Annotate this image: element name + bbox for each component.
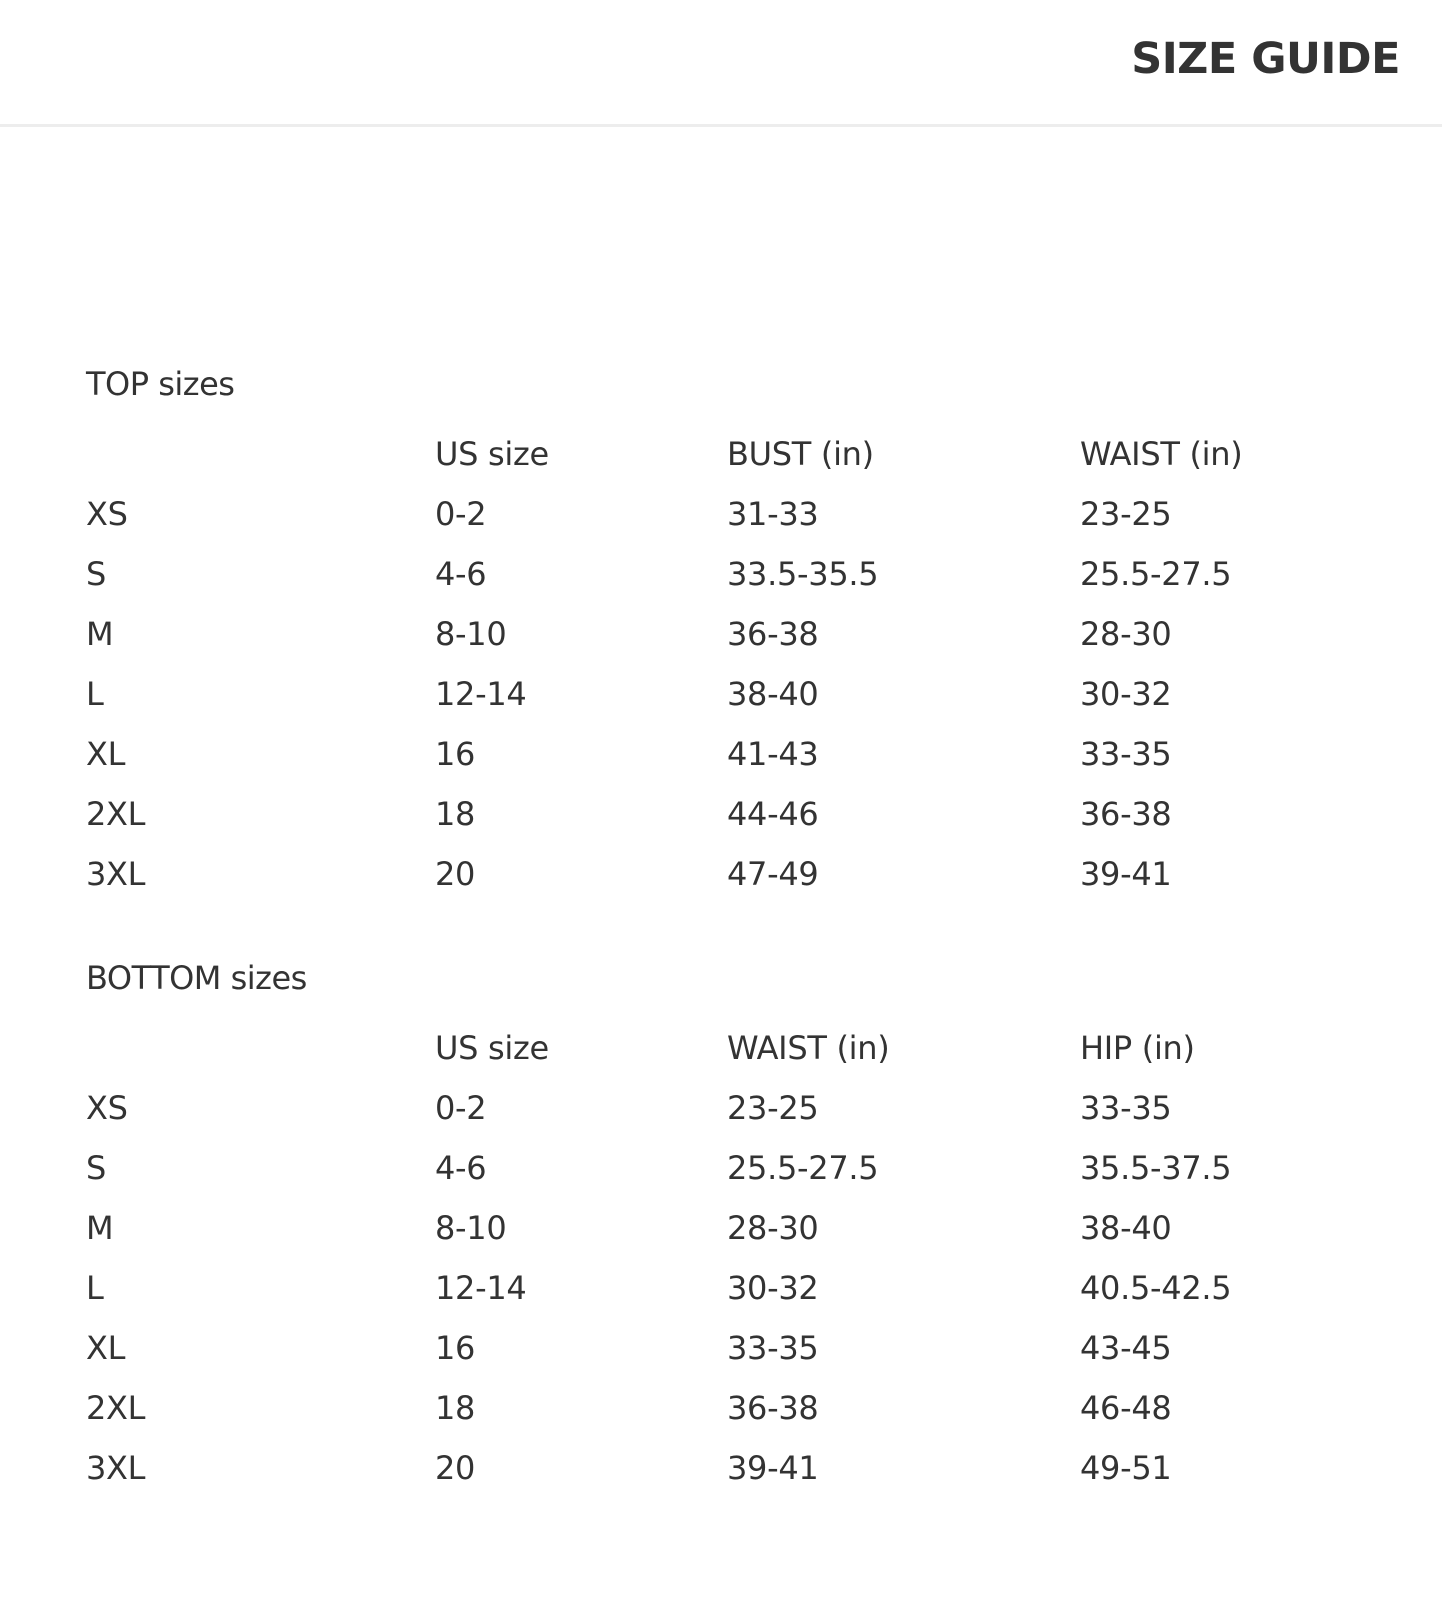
size-value-cell: 12-14 [435,1269,527,1307]
table-body [86,495,1380,915]
column-header: BUST (in) [727,435,874,473]
size-value-cell: 28-30 [727,1209,819,1247]
size-value-cell: 12-14 [435,675,527,713]
table-row [86,1389,1380,1449]
top-sizes-title: TOP sizes [86,365,235,403]
size-value-cell: 38-40 [727,675,819,713]
modal-header [0,0,1442,127]
size-label-cell: 3XL [86,1449,146,1487]
size-value-cell: 33.5-35.5 [727,555,879,593]
size-value-cell: 41-43 [727,735,819,773]
size-value-cell: 18 [435,795,476,833]
size-value-cell: 40.5-42.5 [1080,1269,1232,1307]
size-value-cell: 39-41 [1080,855,1172,893]
size-label-cell: XL [86,735,126,773]
size-value-cell: 33-35 [727,1329,819,1367]
size-value-cell: 33-35 [1080,1089,1172,1127]
size-value-cell: 20 [435,1449,476,1487]
size-value-cell: 36-38 [727,615,819,653]
size-value-cell: 36-38 [1080,795,1172,833]
bottom-sizes-table [86,1029,1380,1509]
table-row [86,1089,1380,1149]
table-row [86,1209,1380,1269]
size-value-cell: 25.5-27.5 [1080,555,1232,593]
table-body [86,1089,1380,1509]
size-value-cell: 16 [435,1329,476,1367]
size-value-cell: 8-10 [435,1209,507,1247]
table-header-row [86,435,1380,495]
table-row [86,735,1380,795]
column-header [86,1029,435,1089]
size-value-cell: 4-6 [435,1149,487,1187]
table-row [86,495,1380,555]
size-value-cell: 33-35 [1080,735,1172,773]
table-row [86,1449,1380,1509]
size-value-cell: 25.5-27.5 [727,1149,879,1187]
size-value-cell: 18 [435,1389,476,1427]
table-row [86,555,1380,615]
size-value-cell: 44-46 [727,795,819,833]
column-header [86,435,435,495]
size-label-cell: XS [86,495,128,533]
size-value-cell: 38-40 [1080,1209,1172,1247]
size-label-cell: M [86,1209,114,1247]
size-label-cell: S [86,1149,107,1187]
table-row [86,795,1380,855]
size-value-cell: 31-33 [727,495,819,533]
table-row [86,615,1380,675]
size-value-cell: 30-32 [727,1269,819,1307]
table-header-row [86,1029,1380,1089]
column-header: WAIST (in) [1080,435,1243,473]
table-row [86,1269,1380,1329]
size-value-cell: 36-38 [727,1389,819,1427]
size-value-cell: 4-6 [435,555,487,593]
column-header: HIP (in) [1080,1029,1195,1067]
column-header: US size [435,435,549,473]
size-value-cell: 16 [435,735,476,773]
column-header: US size [435,1029,549,1067]
table-row [86,1149,1380,1209]
size-value-cell: 0-2 [435,1089,487,1127]
size-value-cell: 35.5-37.5 [1080,1149,1232,1187]
size-value-cell: 43-45 [1080,1329,1172,1367]
page-title: SIZE GUIDE [1131,34,1400,84]
size-label-cell: L [86,675,104,713]
bottom-sizes-section [86,959,1386,1509]
size-value-cell: 46-48 [1080,1389,1172,1427]
bottom-sizes-title: BOTTOM sizes [86,959,307,997]
table-row [86,855,1380,915]
table-row [86,1329,1380,1389]
table-row [86,675,1380,735]
size-value-cell: 23-25 [727,1089,819,1127]
size-value-cell: 47-49 [727,855,819,893]
column-header: WAIST (in) [727,1029,890,1067]
size-label-cell: L [86,1269,104,1307]
size-label-cell: 2XL [86,795,146,833]
size-value-cell: 0-2 [435,495,487,533]
size-value-cell: 8-10 [435,615,507,653]
size-value-cell: 49-51 [1080,1449,1172,1487]
size-value-cell: 28-30 [1080,615,1172,653]
size-label-cell: S [86,555,107,593]
top-sizes-table [86,435,1380,915]
size-value-cell: 23-25 [1080,495,1172,533]
size-value-cell: 20 [435,855,476,893]
size-label-cell: XL [86,1329,126,1367]
size-label-cell: 3XL [86,855,146,893]
size-label-cell: XS [86,1089,128,1127]
top-sizes-section [86,365,1386,915]
size-label-cell: M [86,615,114,653]
size-label-cell: 2XL [86,1389,146,1427]
size-value-cell: 39-41 [727,1449,819,1487]
size-value-cell: 30-32 [1080,675,1172,713]
